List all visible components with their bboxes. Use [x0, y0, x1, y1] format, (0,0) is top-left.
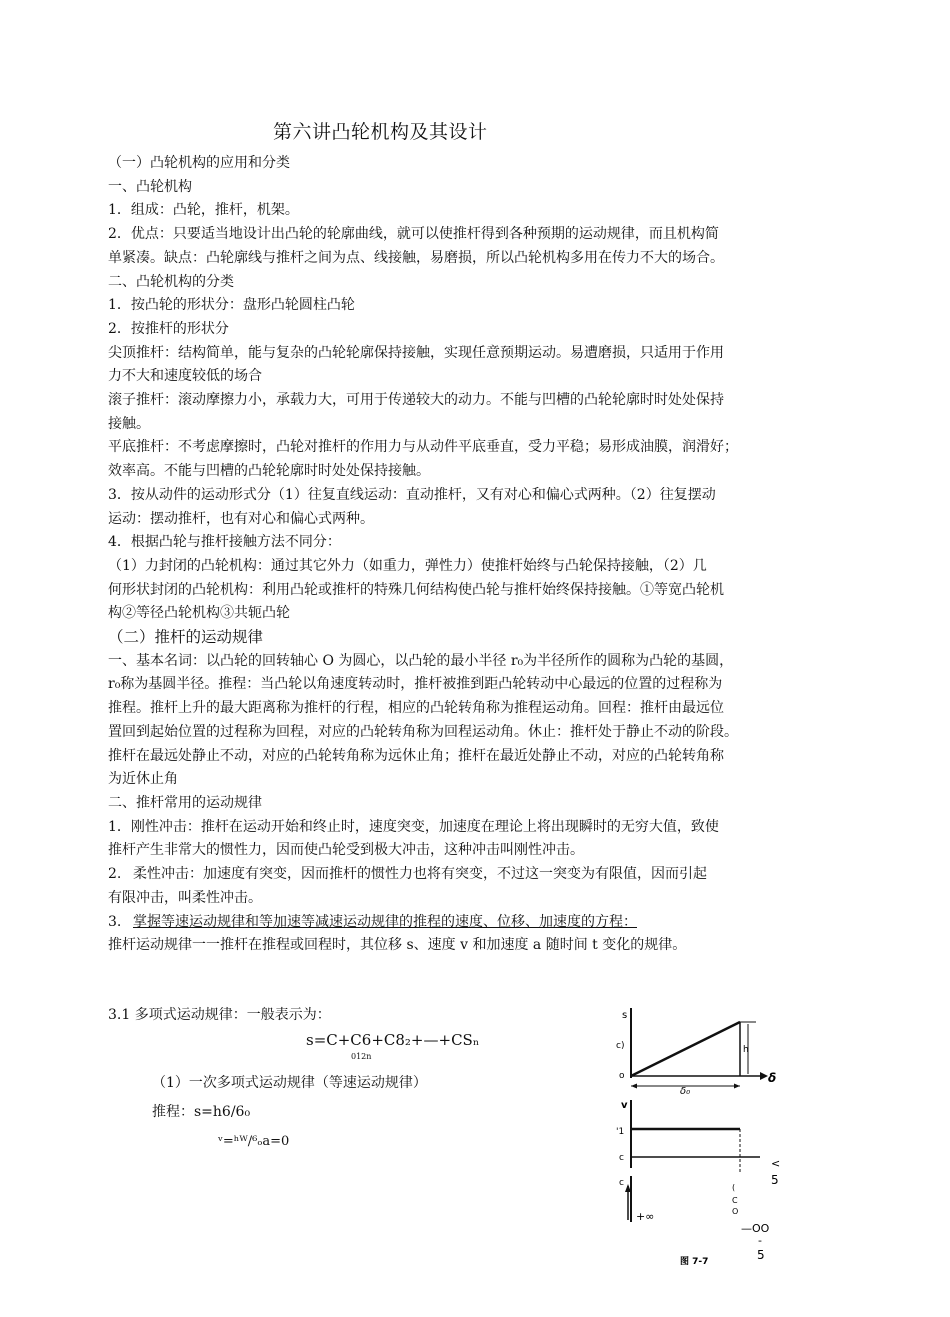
text-line: 置回到起始位置的过程称为回程，对应的凸轮转角称为回程运动角。休止：推杆处于静止不动的阶段。: [108, 723, 738, 740]
item-text: 柔性冲击：加速度有突变，因而推杆的惯性力也将有突变，不过这一突变为有限值，因而引起: [133, 866, 707, 883]
text-line: 效率高。不能与凹槽的凸轮轮廓时时处处保持接触。: [108, 463, 430, 480]
h-label: h: [743, 1045, 749, 1055]
tick-label: C: [732, 1196, 738, 1205]
tick-label: c: [619, 1178, 624, 1188]
text-line: 3．按从动件的运动形式分（1）往复直线运动：直动推杆，又有对心和偏心式两种。（2）往复摆动: [108, 486, 716, 503]
text-line: （1）力封闭的凸轮机构：通过其它外力（如重力，弹性力）使推杆始终与凸轮保持接触，（2）几: [108, 557, 707, 574]
text-line: 何形状封闭的凸轮机构：利用凸轮或推杆的特殊几何结构使凸轮与推杆始终保持接触。①等宽凸轮机: [108, 581, 724, 598]
displacement-plot: [616, 1008, 776, 1097]
text-line: 二、推杆常用的运动规律: [108, 794, 262, 811]
text-line: 推杆产生非常大的惯性力，因而使凸轮受到极大冲击，这种冲击叫刚性冲击。: [108, 842, 584, 859]
text-line: 一、凸轮机构: [108, 178, 192, 195]
minus-infinity-label: -: [758, 1234, 762, 1247]
text-line: 4．根据凸轮与推杆接触方法不同分：: [108, 534, 341, 551]
body-text: [108, 152, 853, 958]
text-line: 2．优点：只要适当地设计出凸轮的轮廓曲线，就可以使推杆得到各种预期的运动规律，而且机构简: [108, 226, 719, 243]
v-formula: [218, 1134, 289, 1149]
text-line: 尖顶推杆：结构简单，能与复杂的凸轮轮廓保持接触，实现任意预期运动。易遭磨损，只适用于作用: [108, 344, 724, 361]
plus-infinity-label: +∞: [636, 1210, 655, 1223]
text-line: 运动：摆动推杆，也有对心和偏心式两种。: [108, 510, 374, 527]
text-line: [108, 911, 853, 935]
section-heading: （二）推杆的运动规律: [108, 628, 264, 647]
text-line: 1．组成：凸轮，推杆，机架。: [108, 202, 299, 219]
text-line: 1．按凸轮的形状分：盘形凸轮圆柱凸轮: [108, 297, 355, 314]
item-text-underlined: 掌握等速运动规律和等加速等减速运动规律的推程的速度、位移、加速度的方程：: [133, 913, 637, 930]
figure-caption: 图 7-7: [680, 1257, 709, 1267]
tick-label: (: [732, 1183, 736, 1192]
delta0-arrow-right: [734, 1084, 740, 1089]
push-formula: 推程：s=h6/6₀: [152, 1104, 251, 1120]
item-number: 2.: [108, 866, 122, 883]
tick-label: 5: [771, 1173, 779, 1187]
text-line: 滚子推杆：滚动摩擦力小，承载力大，可用于传递较大的动力。不能与凹槽的凸轮轮廓时时处处保持: [108, 392, 724, 409]
tick-label: O: [732, 1207, 739, 1216]
text-line: 为近休止角: [108, 771, 178, 788]
text-line: r₀称为基圆半径。推程：当凸轮以角速度转动时，推杆被推到距凸轮转动中心最远的位置的过程称为: [108, 676, 723, 693]
poly-heading: 3.1 多项式运动规律：一般表示为：: [108, 1007, 331, 1023]
linear-heading: （1）一次多项式运动规律（等速运动规律）: [152, 1075, 427, 1091]
text-line: 2．按推杆的形状分: [108, 320, 229, 337]
text-line: 二、凸轮机构的分类: [108, 273, 234, 290]
formula-subscripts: 012n: [351, 1052, 372, 1061]
page-title: 第六讲凸轮机构及其设计: [273, 121, 488, 143]
text-line: 平底推杆：不考虑摩擦时，凸轮对推杆的作用力与从动件平底垂直，受力平稳；易形成油膜，润滑好；: [108, 439, 738, 456]
text-line: 构②等径凸轮机构③共轭凸轮: [108, 605, 290, 622]
text-line: 推杆在最远处静止不动，对应的凸轮转角称为远休止角；推杆在最近处静止不动，对应的凸轮转角称: [108, 747, 724, 764]
text-line: 有限冲击，叫柔性冲击。: [108, 889, 262, 906]
text-line: 接触。: [108, 415, 150, 432]
displacement-line: [631, 1022, 740, 1076]
delta-axis-label: δ: [768, 1071, 777, 1085]
origin-label: o: [619, 1071, 625, 1081]
velocity-plot: [616, 1100, 780, 1187]
formula-main: s=C+C6+C8₂+—+CSₙ: [306, 1031, 480, 1049]
text-line: 推程。推杆上升的最大距离称为推杆的行程，相应的凸轮转角称为推程运动角。回程：推杆由最远位: [108, 700, 724, 717]
tick-label: c): [616, 1041, 625, 1051]
delta-axis-arrow: [760, 1072, 768, 1080]
minus-infinity-label: —OO: [741, 1222, 770, 1235]
text-line: 一、基本名词：以凸轮的回转轴心 O 为圆心，以凸轮的最小半径 r₀为半径所作的圆称为凸轮的基圆，: [108, 652, 734, 669]
item-number: 3.: [108, 913, 122, 930]
text-line: [108, 863, 853, 887]
text-line: 力不大和速度较低的场合: [108, 368, 262, 385]
text-line: 单紧凑。缺点：凸轮廓线与推杆之间为点、线接触，易磨损，所以凸轮机构多用在传力不大的场合。: [108, 249, 724, 266]
s-axis-label: s: [622, 1010, 628, 1021]
motion-diagram: [600, 1000, 820, 1275]
tick-label: <: [771, 1157, 781, 1170]
text-line: 1．刚性冲击：推杆在运动开始和终止时，速度突变，加速度在理论上将出现瞬时的无穷大值，致使: [108, 818, 719, 835]
text-line: 推杆运动规律一一推杆在推程或回程时，其位移 s、速度 v 和加速度 a 随时间 t 变化的规律。: [108, 937, 687, 954]
a-formula-part: a=0: [262, 1134, 290, 1149]
delta0-label: δ₀: [680, 1086, 691, 1097]
tick-label: c: [619, 1153, 624, 1163]
v-formula-part: ᵛ=ʰᵂ/⁶ₒ: [218, 1134, 263, 1149]
section-heading: （一）凸轮机构的应用和分类: [108, 155, 290, 171]
minus-infinity-label: 5: [757, 1248, 765, 1262]
delta0-arrow-left: [631, 1084, 637, 1089]
tick-label: '1: [616, 1127, 625, 1137]
v-axis-label: v: [621, 1100, 628, 1111]
acceleration-plot: [619, 1176, 770, 1262]
